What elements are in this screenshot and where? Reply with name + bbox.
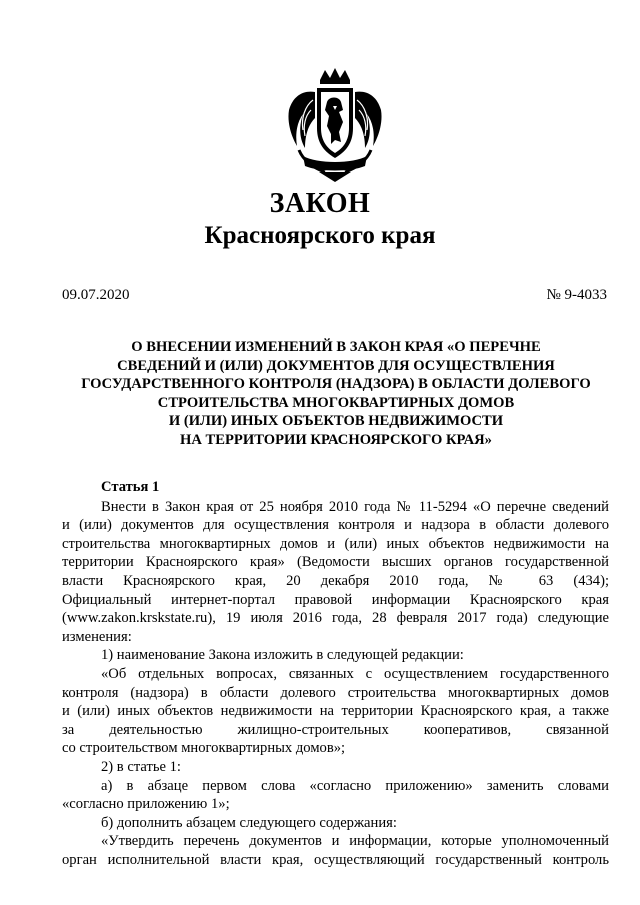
title-line: НА ТЕРРИТОРИИ КРАСНОЯРСКОГО КРАЯ»: [180, 431, 492, 448]
body-line: б) дополнить абзацем следующего содержания:: [101, 814, 397, 831]
body-line: «согласно приложению 1»;: [62, 796, 230, 813]
document-number: № 9-4033: [546, 287, 607, 303]
body-line: (www.zakon.krskstate.ru), 19 июля 2016 года, 28 февраля 2017 года) следующие: [62, 610, 609, 627]
body-line: за деятельностью жилищно-строительных кооперативов, связанной: [62, 721, 609, 738]
region-heading: Красноярского края: [204, 222, 436, 249]
body-line: контроля (надзора) в области долевого строительства многоквартирных домов: [62, 684, 609, 701]
article-body: [62, 478, 609, 869]
body-line: Внести в Закон края от 25 ноября 2010 года № 11-5294 «О перечне сведений: [101, 498, 609, 515]
document-meta: [62, 286, 607, 304]
body-line: «Утвердить перечень документов и информации, которые уполномоченный: [101, 833, 609, 850]
body-line: и (или) документов для осуществления контроля и надзора в области долевого: [62, 517, 609, 534]
title-line: ГОСУДАРСТВЕННОГО КОНТРОЛЯ (НАДЗОРА) В ОБЛАСТИ ДОЛЕВОГО: [81, 376, 591, 392]
body-line: 2) в статье 1:: [101, 758, 181, 775]
body-line: Официальный интернет-портал правовой информации Красноярского края: [62, 591, 609, 608]
body-line: «Об отдельных вопросах, связанных с осуществлением государственного: [101, 665, 609, 682]
title-line: СТРОИТЕЛЬСТВА МНОГОКВАРТИРНЫХ ДОМОВ: [157, 394, 515, 411]
body-line: территории Красноярского края» (Ведомости высших органов государственной: [62, 554, 609, 571]
body-line: орган исполнительной власти края, осуществляющий государственный контроль: [62, 851, 609, 868]
title-line: О ВНЕСЕНИИ ИЗМЕНЕНИЙ В ЗАКОН КРАЯ «О ПЕРЕЧНЕ: [131, 339, 541, 355]
body-line: а) в абзаце первом слова «согласно приложению» заменить словами: [101, 777, 609, 794]
coat-of-arms-emblem: [283, 66, 387, 184]
document-date: 09.07.2020: [62, 287, 130, 303]
body-line: строительства многоквартирных домов и (или) иных объектов недвижимости на: [62, 535, 609, 552]
title-line: И (ИЛИ) ИНЫХ ОБЪЕКТОВ НЕДВИЖИМОСТИ: [168, 413, 504, 429]
body-line: и (или) иных объектов недвижимости на территории Красноярского края, а также: [62, 703, 609, 720]
article-heading: Статья 1: [101, 479, 160, 495]
body-line: со строительством многоквартирных домов»;: [62, 740, 346, 757]
body-line: изменения:: [62, 628, 132, 645]
body-line: 1) наименование Закона изложить в следующей редакции:: [101, 647, 464, 664]
law-title: [60, 338, 612, 449]
document-type-heading: ЗАКОН: [269, 188, 371, 219]
title-line: СВЕДЕНИЙ И (ИЛИ) ДОКУМЕНТОВ ДЛЯ ОСУЩЕСТВЛЕНИЯ: [117, 357, 555, 374]
body-line: власти Красноярского края, 20 декабря 2010 года, № 63 (434);: [62, 572, 609, 589]
